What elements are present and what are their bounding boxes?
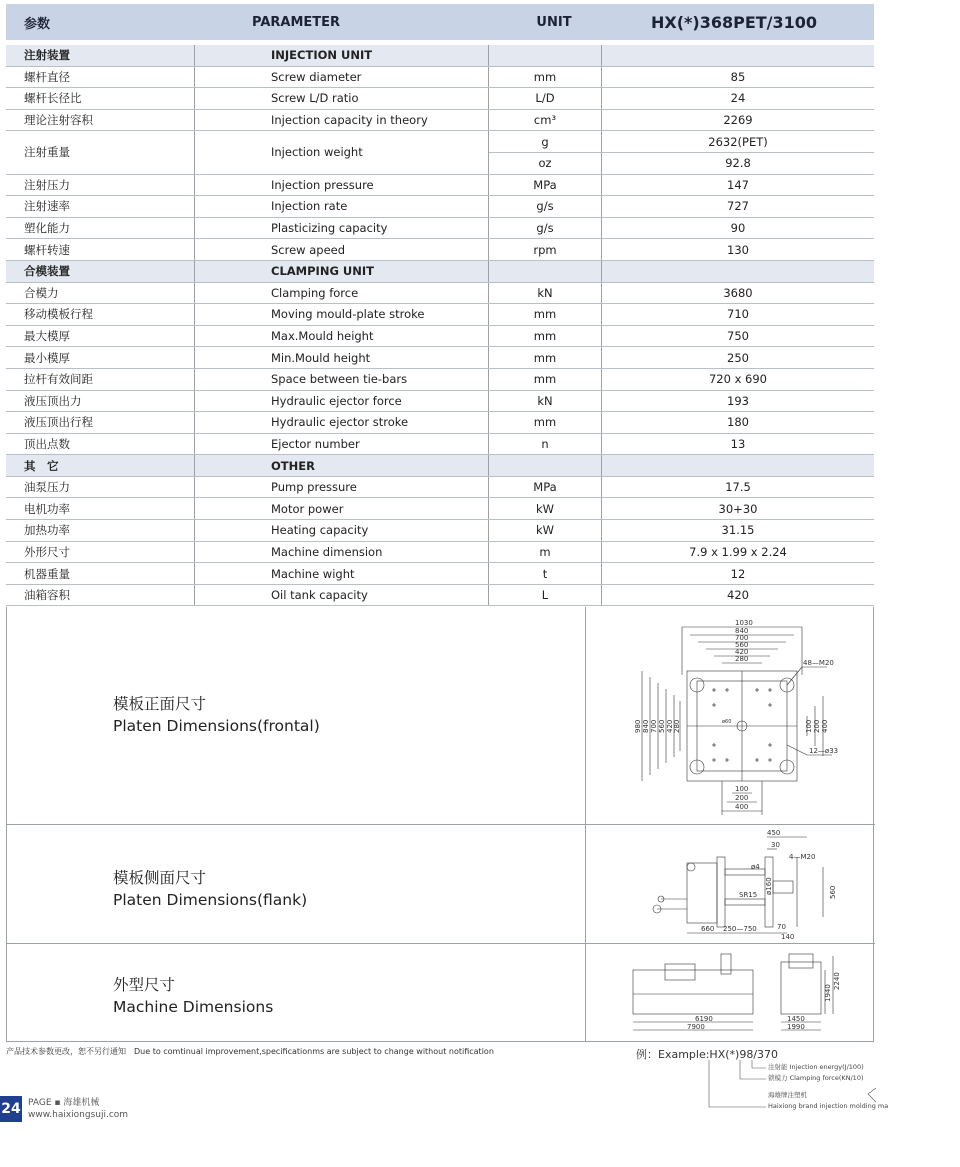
table-header <box>6 4 874 40</box>
panel-divider <box>585 944 586 1042</box>
frontal-dim-h6: 280 <box>673 719 681 733</box>
header-model: HX(*)368PET/3100 <box>650 12 818 32</box>
unit-cell: oz <box>489 152 602 174</box>
unit-cell: MPa <box>489 476 602 498</box>
value-cell: 2269 <box>602 109 875 131</box>
param-cn-cell: 注射压力 <box>6 174 195 196</box>
param-cn-cell: 其 它 <box>6 455 195 477</box>
panel-divider <box>585 607 586 824</box>
frontal-dim-w6: 280 <box>735 655 749 663</box>
frontal-dim-w2: 840 <box>735 627 749 635</box>
spec-table <box>6 45 874 606</box>
value-cell: 24 <box>602 88 875 110</box>
value-cell <box>602 260 875 282</box>
machine-dim-w1: 1450 <box>787 1015 805 1023</box>
param-cn-cell: 油泵压力 <box>6 476 195 498</box>
frontal-dim-r2: 200 <box>813 719 821 733</box>
unit-cell: g <box>489 131 602 153</box>
machine-panel <box>7 943 875 1042</box>
frontal-en: Platen Dimensions(frontal) <box>113 717 320 735</box>
flank-dim-g: SR15 <box>739 891 758 899</box>
param-en-cell: Space between tie-bars <box>195 368 489 390</box>
param-cn-cell: 螺杆直径 <box>6 66 195 88</box>
value-cell: 130 <box>602 239 875 261</box>
param-cn-cell: 顶出点数 <box>6 433 195 455</box>
param-en-cell: Min.Mould height <box>195 347 489 369</box>
unit-cell: g/s <box>489 196 602 218</box>
value-cell: 7.9 x 1.99 x 2.24 <box>602 541 875 563</box>
flank-dim-e: ø4 <box>751 863 760 871</box>
param-en-cell: Ejector number <box>195 433 489 455</box>
param-cn-cell: 注射装置 <box>6 45 195 66</box>
flank-dim-i: 250—750 <box>723 925 757 933</box>
machine-cn: 外型尺寸 <box>113 976 176 994</box>
frontal-dim-h1: 980 <box>634 719 642 733</box>
frontal-cn: 模板正面尺寸 <box>113 695 207 713</box>
param-en-cell: Machine dimension <box>195 541 489 563</box>
machine-en: Machine Dimensions <box>113 998 274 1016</box>
param-cn-cell: 合模力 <box>6 282 195 304</box>
header-param-cn: 参数 <box>24 16 51 32</box>
flank-dim-c: 4—M20 <box>789 853 816 861</box>
param-en-cell: Injection weight <box>195 131 489 174</box>
table-row <box>6 498 874 520</box>
param-en-cell: CLAMPING UNIT <box>195 260 489 282</box>
machine-dim-h1: 1940 <box>824 984 832 1002</box>
frontal-dim-w5: 420 <box>735 648 749 656</box>
section-row <box>6 45 874 66</box>
param-cn-cell: 油箱容积 <box>6 584 195 606</box>
param-en-cell: Motor power <box>195 498 489 520</box>
frontal-center: ø60 <box>722 719 732 725</box>
frontal-hole: 12—ø33 <box>809 747 839 755</box>
website-link[interactable]: www.haixiongsuji.com <box>28 1110 129 1120</box>
flank-en: Platen Dimensions(flank) <box>113 891 308 909</box>
table-row <box>6 584 874 606</box>
unit-cell: mm <box>489 412 602 434</box>
unit-cell: mm <box>489 325 602 347</box>
value-cell: 750 <box>602 325 875 347</box>
section-row <box>6 260 874 282</box>
value-cell: 13 <box>602 433 875 455</box>
param-cn-cell: 螺杆转速 <box>6 239 195 261</box>
frontal-dim-b2: 200 <box>735 794 749 802</box>
value-cell: 17.5 <box>602 476 875 498</box>
param-cn-cell: 移动模板行程 <box>6 304 195 326</box>
spec-sheet <box>6 4 874 606</box>
table-row <box>6 131 874 153</box>
flank-dim-f: ø160 <box>765 877 773 895</box>
value-cell: 710 <box>602 304 875 326</box>
unit-cell: mm <box>489 304 602 326</box>
frontal-dim-h3: 700 <box>650 719 658 733</box>
param-en-cell: Injection pressure <box>195 174 489 196</box>
table-row <box>6 368 874 390</box>
table-row <box>6 563 874 585</box>
param-en-cell: Oil tank capacity <box>195 584 489 606</box>
value-cell: 2632(PET) <box>602 131 875 153</box>
param-cn-cell: 最小模厚 <box>6 347 195 369</box>
table-row <box>6 412 874 434</box>
unit-cell: L <box>489 584 602 606</box>
frontal-dim-w4: 560 <box>735 641 749 649</box>
flank-panel <box>7 824 875 943</box>
panel-divider <box>585 825 586 943</box>
unit-cell: m <box>489 541 602 563</box>
param-en-cell: Pump pressure <box>195 476 489 498</box>
param-en-cell: Screw apeed <box>195 239 489 261</box>
dimension-panels <box>6 607 874 1042</box>
page-number: 24 <box>0 1096 22 1122</box>
flank-dim-k: 140 <box>781 933 795 941</box>
param-en-cell: Injection capacity in theory <box>195 109 489 131</box>
param-en-cell: Clamping force <box>195 282 489 304</box>
frontal-label <box>113 693 320 737</box>
param-en-cell: Plasticizing capacity <box>195 217 489 239</box>
value-cell: 12 <box>602 563 875 585</box>
table-row <box>6 325 874 347</box>
example-notes <box>768 1062 888 1112</box>
param-en-cell: Injection rate <box>195 196 489 218</box>
table-row <box>6 239 874 261</box>
table-row <box>6 433 874 455</box>
param-en-cell: INJECTION UNIT <box>195 45 489 66</box>
flank-cn: 模板侧面尺寸 <box>113 869 207 887</box>
param-en-cell: Screw diameter <box>195 66 489 88</box>
value-cell: 420 <box>602 584 875 606</box>
value-cell: 720 x 690 <box>602 368 875 390</box>
frontal-dim-r3: 400 <box>821 719 829 733</box>
param-cn-cell: 合模装置 <box>6 260 195 282</box>
value-cell: 250 <box>602 347 875 369</box>
table-row <box>6 390 874 412</box>
example-note-4: Haixiong brand injection molding ma <box>768 1102 889 1110</box>
frontal-dim-b1: 100 <box>735 785 749 793</box>
value-cell: 92.8 <box>602 152 875 174</box>
unit-cell: mm <box>489 368 602 390</box>
page-label: PAGE ▪ 海雄机械 <box>28 1098 100 1108</box>
param-cn-cell: 塑化能力 <box>6 217 195 239</box>
header-param-en: PARAMETER <box>252 14 341 30</box>
table-row <box>6 217 874 239</box>
table-row <box>6 196 874 218</box>
value-cell: 31.15 <box>602 520 875 542</box>
value-cell: 180 <box>602 412 875 434</box>
frontal-drawing <box>627 615 847 820</box>
machine-label <box>113 974 273 1018</box>
frontal-panel <box>7 607 875 824</box>
param-cn-cell: 电机功率 <box>6 498 195 520</box>
machine-dim-l1: 6190 <box>695 1015 713 1023</box>
unit-cell: kW <box>489 498 602 520</box>
example-model: 例：Example:HX(*)98/370 <box>636 1048 779 1061</box>
unit-cell: g/s <box>489 217 602 239</box>
value-cell: 147 <box>602 174 875 196</box>
value-cell: 30+30 <box>602 498 875 520</box>
param-cn-cell: 加热功率 <box>6 520 195 542</box>
frontal-dim-h2: 840 <box>642 719 650 733</box>
param-cn-cell: 机器重量 <box>6 563 195 585</box>
param-cn-cell: 液压顶出行程 <box>6 412 195 434</box>
value-cell: 85 <box>602 66 875 88</box>
table-row <box>6 304 874 326</box>
value-cell: 727 <box>602 196 875 218</box>
frontal-dim-b3: 400 <box>735 803 749 811</box>
value-cell <box>602 45 875 66</box>
table-row <box>6 66 874 88</box>
unit-cell <box>489 260 602 282</box>
flank-dim-b: 30 <box>771 841 780 849</box>
flank-dim-d: 560 <box>829 885 837 899</box>
value-cell: 193 <box>602 390 875 412</box>
header-unit: UNIT <box>536 14 572 30</box>
param-cn-cell: 注射速率 <box>6 196 195 218</box>
param-cn-cell: 注射重量 <box>6 131 195 174</box>
param-cn-cell: 外形尺寸 <box>6 541 195 563</box>
unit-cell: kN <box>489 390 602 412</box>
frontal-dim-h4: 560 <box>658 719 666 733</box>
table-row <box>6 282 874 304</box>
table-row <box>6 347 874 369</box>
flank-dim-h: 660 <box>701 925 715 933</box>
unit-cell: MPa <box>489 174 602 196</box>
flank-dim-j: 70 <box>777 923 786 931</box>
param-en-cell: Heating capacity <box>195 520 489 542</box>
flank-dim-a: 450 <box>767 829 781 837</box>
param-en-cell: OTHER <box>195 455 489 477</box>
flank-drawing <box>647 829 837 941</box>
frontal-dim-r1: 100 <box>805 719 813 733</box>
table-row <box>6 109 874 131</box>
frontal-dim-w3: 700 <box>735 634 749 642</box>
param-cn-cell: 螺杆长径比 <box>6 88 195 110</box>
disclaimer: 产品技术参数更改，恕不另行通知 Due to comtinual improvement,specificationms are subject to change without notification <box>6 1047 494 1056</box>
value-cell <box>602 455 875 477</box>
param-en-cell: Hydraulic ejector stroke <box>195 412 489 434</box>
flank-label <box>113 867 307 911</box>
frontal-dim-h5: 420 <box>666 719 674 733</box>
param-cn-cell: 理论注射容积 <box>6 109 195 131</box>
table-row <box>6 476 874 498</box>
machine-dim-w2: 1990 <box>787 1023 805 1031</box>
machine-dim-l2: 7900 <box>687 1023 705 1031</box>
param-en-cell: Hydraulic ejector force <box>195 390 489 412</box>
unit-cell: n <box>489 433 602 455</box>
param-cn-cell: 液压顶出力 <box>6 390 195 412</box>
unit-cell: kW <box>489 520 602 542</box>
unit-cell: mm <box>489 347 602 369</box>
unit-cell: rpm <box>489 239 602 261</box>
example-note-1: 注射能 Injection energy(J/100) <box>768 1063 864 1071</box>
page-brand <box>28 1097 128 1121</box>
frontal-dim-w1: 1030 <box>735 619 753 627</box>
param-en-cell: Moving mould-plate stroke <box>195 304 489 326</box>
unit-cell: mm <box>489 66 602 88</box>
table-row <box>6 541 874 563</box>
value-cell: 3680 <box>602 282 875 304</box>
section-row <box>6 455 874 477</box>
unit-cell: kN <box>489 282 602 304</box>
table-row <box>6 520 874 542</box>
unit-cell: cm³ <box>489 109 602 131</box>
param-en-cell: Max.Mould height <box>195 325 489 347</box>
table-row <box>6 174 874 196</box>
unit-cell <box>489 45 602 66</box>
unit-cell: L/D <box>489 88 602 110</box>
value-cell: 90 <box>602 217 875 239</box>
machine-drawing <box>625 950 855 1040</box>
machine-dim-h2: 2240 <box>833 972 841 990</box>
unit-cell <box>489 455 602 477</box>
example-note-2: 锁模力 Clamping force(KN/10) <box>768 1074 864 1082</box>
table-row <box>6 88 874 110</box>
param-en-cell: Screw L/D ratio <box>195 88 489 110</box>
param-cn-cell: 最大模厚 <box>6 325 195 347</box>
frontal-bolt: 48—M20 <box>803 659 834 667</box>
param-en-cell: Machine wight <box>195 563 489 585</box>
param-cn-cell: 拉杆有效间距 <box>6 368 195 390</box>
unit-cell: t <box>489 563 602 585</box>
example-note-3: 海雄牌注塑机 <box>768 1091 807 1099</box>
